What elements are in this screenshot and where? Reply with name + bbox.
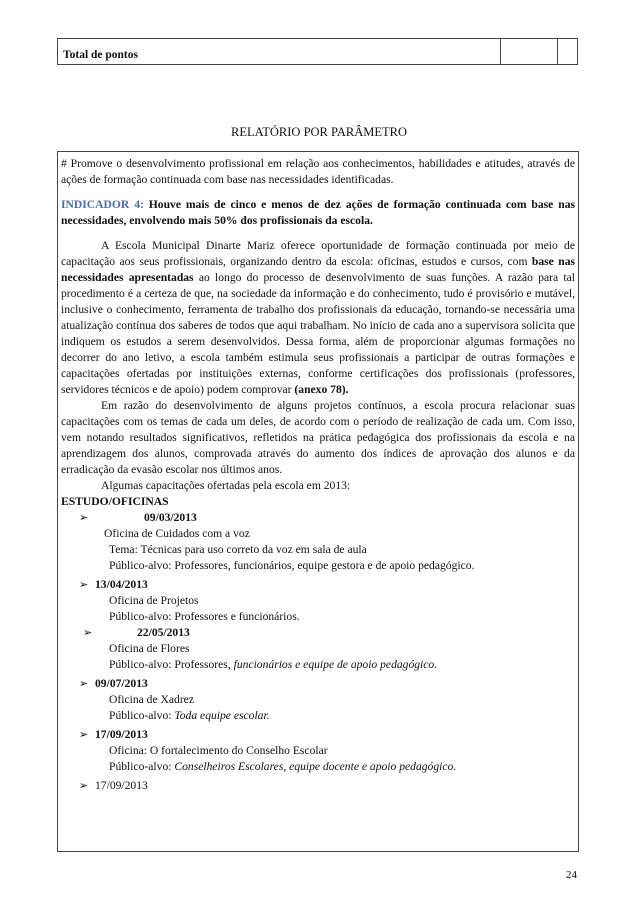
report-title: RELATÓRIO POR PARÂMETRO bbox=[231, 125, 407, 139]
item-date: 09/07/2013 bbox=[95, 677, 148, 690]
item-line: Oficina: O fortalecimento do Conselho Escolar bbox=[109, 744, 328, 757]
report-box bbox=[57, 151, 579, 852]
list-item bbox=[61, 510, 575, 526]
total-label-cell bbox=[58, 39, 501, 64]
item-audience-label: Público-alvo: bbox=[109, 760, 175, 773]
paragraph-3: Algumas capacitações ofertadas pela escola em 2013: bbox=[101, 479, 351, 492]
item-audience-label: Público-alvo: bbox=[109, 709, 175, 722]
item-line: Público-alvo: Professores, funcionários, equipe gestora e de apoio pedagógico. bbox=[109, 559, 475, 572]
indicator-text: Houve mais de cinco e menos de dez ações de formação continuada com base nas necessidades, envolvendo mais 50% dos profissionais da escola. bbox=[61, 198, 575, 227]
list-item bbox=[61, 577, 575, 593]
report-content bbox=[61, 156, 575, 794]
item-line: Tema: Técnicas para uso correto da voz em sala de aula bbox=[109, 543, 367, 556]
total-points-table bbox=[57, 38, 578, 65]
item-audience-label: Público-alvo: Professores, bbox=[109, 658, 234, 671]
paragraph-1-part-a: A Escola Municipal Dinarte Mariz oferece oportunidade de formação continuada por meio de capacitação aos seus profissionais, organizando dentro da escola: oficinas, estudos e cursos, com bbox=[61, 239, 575, 268]
item-line: Público-alvo: Professores e funcionários. bbox=[109, 610, 300, 623]
arrow-bullet-icon: ➢ bbox=[79, 780, 89, 792]
total-value-cell bbox=[501, 39, 558, 64]
item-date: 17/09/2013 bbox=[95, 728, 148, 741]
arrow-bullet-icon: ➢ bbox=[83, 627, 93, 639]
item-line: Oficina de Xadrez bbox=[109, 693, 194, 706]
list-item bbox=[61, 676, 575, 692]
item-line: Oficina de Cuidados com a voz bbox=[104, 527, 250, 540]
item-audience-value: funcionários e equipe de apoio pedagógico. bbox=[233, 658, 438, 671]
item-date: 22/05/2013 bbox=[137, 626, 190, 639]
list-item bbox=[61, 727, 575, 743]
arrow-bullet-icon: ➢ bbox=[79, 678, 89, 690]
item-date: 17/09/2013 bbox=[95, 779, 148, 792]
item-date: 13/04/2013 bbox=[95, 578, 148, 591]
page-number: 24 bbox=[566, 869, 577, 881]
item-line bbox=[61, 759, 575, 775]
item-audience-value: Conselheiros Escolares, equipe docente e apoio pedagógico. bbox=[174, 760, 457, 773]
arrow-bullet-icon: ➢ bbox=[79, 512, 89, 524]
indicator-prefix: INDICADOR 4: bbox=[61, 198, 144, 211]
list-item bbox=[61, 625, 575, 641]
item-line: Oficina de Flores bbox=[109, 642, 190, 655]
arrow-bullet-icon: ➢ bbox=[79, 579, 89, 591]
paragraph-1 bbox=[61, 238, 575, 398]
section-heading-text: ESTUDO/OFICINAS bbox=[61, 495, 169, 508]
item-date: 09/03/2013 bbox=[144, 511, 197, 524]
total-points-label: Total de pontos bbox=[63, 49, 138, 61]
paragraph-1-part-c: ao longo do processo de desenvolvimento de suas funções. A razão para tal procedimento é a certeza de que, na sociedade da informação e do conhecimento, tudo é provisório e mutável, inclusive o conhecimento, ferramenta de trabalho dos profissionais da educação, tornando-se necessária uma atualização contínua dos saberes de todos que aqui trabalham. No início de cada ano a supervisora solicita que indiquem os estudos a serem desenvolvidos. Dessa forma, além de proporcionar algumas formações no decorrer do ano letivo, a escola também estimula seus profissionais a participar de outras formações e capacitações ofertadas por instituições externas, conforme certificações dos profissionais (professores, servidores técnicos e de apoio) podem comprovar bbox=[61, 271, 575, 396]
arrow-bullet-icon: ➢ bbox=[79, 729, 89, 741]
item-audience-value: Toda equipe escolar. bbox=[174, 709, 270, 722]
item-line: Oficina de Projetos bbox=[109, 594, 199, 607]
list-item bbox=[61, 778, 575, 794]
paragraph-1-bold: base nas necessidades apresentadas bbox=[61, 255, 575, 284]
annex-reference: (anexo 78). bbox=[294, 383, 349, 396]
paragraph-2: Em razão do desenvolvimento de alguns projetos contínuos, a escola procura relacionar suas capacitações com os temas de cada um deles, de acordo com o período de realização de cada um. Com isso, vem notando resultados significativos, refletidos na prática pedagógica dos profissionais da escola e na aprendizagem dos alunos, comprovada através do aumento dos índices de aprovação dos alunos e da erradicação da evasão escolar nos últimos anos. bbox=[61, 399, 575, 476]
section-heading bbox=[61, 494, 575, 510]
objective-text: # Promove o desenvolvimento profissional em relação aos conhecimentos, habilidades e atitudes, através de ações de formação continuada com base nas necessidades identificadas. bbox=[61, 157, 575, 186]
indicator-paragraph bbox=[61, 197, 575, 229]
item-line bbox=[61, 657, 575, 673]
item-line bbox=[61, 708, 575, 724]
